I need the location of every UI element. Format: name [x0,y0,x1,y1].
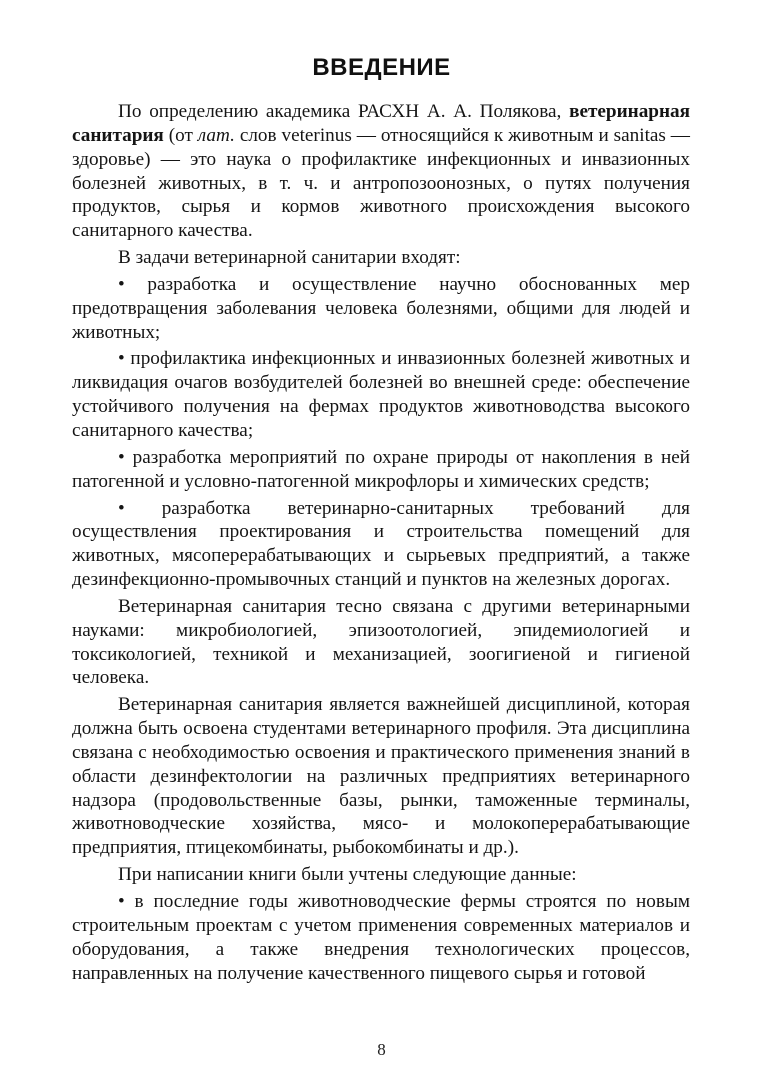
intro-term: ветеринарная санитария [72,101,690,146]
task-item: • разработка и осуществление научно обоснованных мер предотвращения заболевания человека болезнями, общими для людей и животных; [72,273,690,343]
intro-lat: лат. [197,124,235,146]
data-heading: При написании книги были учтены следующие данные: [118,864,577,886]
task-item: • разработка мероприятий по охране природы от накопления в ней патогенной и условно-патогенной микрофлоры и химических средств; [72,446,690,492]
document-body [72,100,690,985]
task-item: • профилактика инфекционных и инвазионных болезней животных и ликвидация очагов возбудителей болезней во внешней среде: обеспечение устойчивого получения на фермах продуктов животноводства высокого санитарного качества; [72,348,690,441]
tasks-heading: В задачи ветеринарной санитарии входят: [118,247,461,269]
intro-paragraph [72,100,690,243]
page-number: 8 [377,1040,386,1059]
intro-text-3: слов veterinus — относящийся к животным и sanitas — здоровье) — это наука о профилактике инфекционных и инвазионных болезней животных, в т. ч. и антропозоонозных, о путях получения продуктов, сырья и кормов животного происхождения высокого санитарного качества. [72,124,690,242]
page-title: ВВЕДЕНИЕ [312,54,451,81]
relations-paragraph: Ветеринарная санитария тесно связана с другими ветеринарными науками: микробиологией, эпизоотологией, эпидемиологией и токсикологией, техникой и механизацией, зоогигиеной и гигиеной человека. [72,595,690,689]
intro-text-2: (от [163,124,198,146]
discipline-paragraph: Ветеринарная санитария является важнейшей дисциплиной, которая должна быть освоена студентами ветеринарного профиля. Эта дисциплина связана с необходимостью освоения и практического применения знаний в области дезинфектологии на различных предприятиях ветеринарного надзора (продовольственные базы, рынки, таможенные терминалы, животноводческие хозяйства, мясо- и молокоперерабатывающие предприятия, птицекомбинаты, рыбокомбинаты и др.). [72,694,690,859]
intro-text-1: По определению академика РАСХН А. А. Полякова, [118,101,570,122]
data-item: • в последние годы животноводческие фермы строятся по новым строительным проектам с учетом применения современных материалов и оборудования, а также внедрения технологических процессов, направленных на получение качественного пищевого сырья и готовой [72,891,690,984]
task-item: • разработка ветеринарно-санитарных требований для осуществления проектирования и строительства помещений для животных, мясоперерабатывающих и сырьевых предприятий, а также дезинфекционно-промывочных станций и пунктов на железных дорогах. [72,497,690,591]
